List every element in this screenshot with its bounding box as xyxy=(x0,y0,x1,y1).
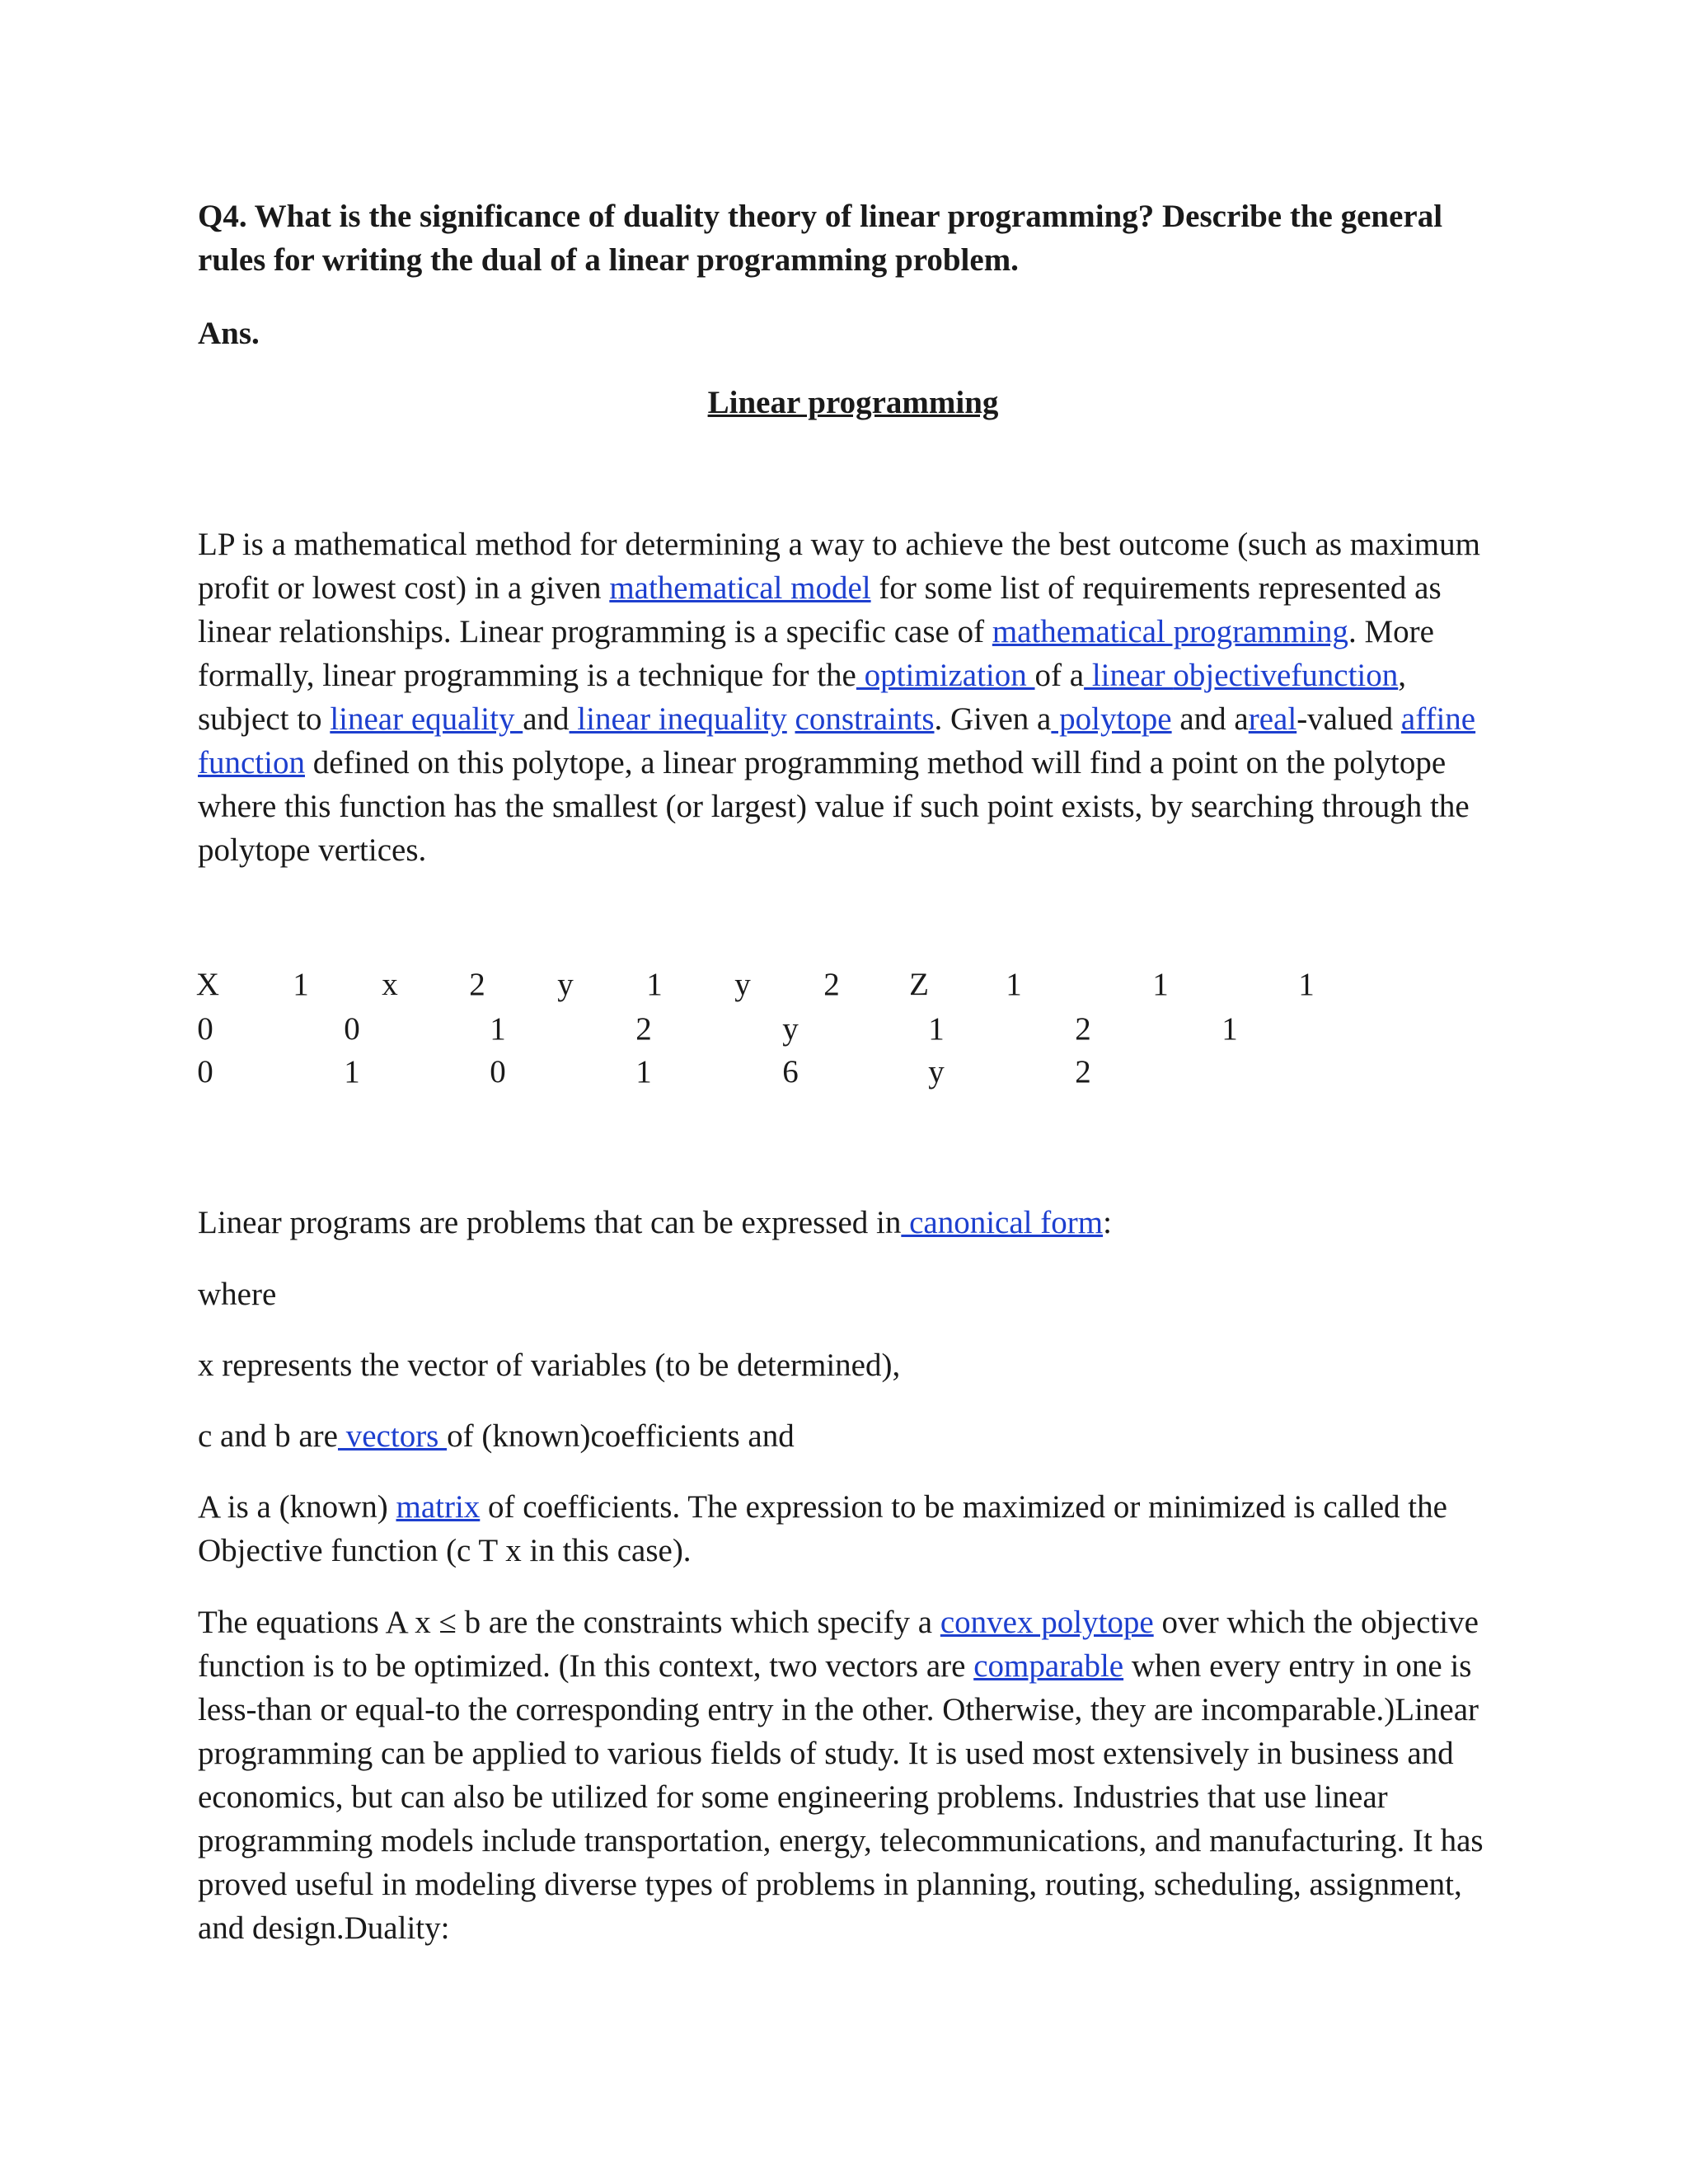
text-run: . Given a xyxy=(934,701,1052,737)
link-linear-inequality[interactable]: linear inequality xyxy=(569,701,787,737)
text-run: for some list of requirements represented as linear relationships. Linear programming is a specific case of xyxy=(198,570,1442,649)
text-run: and xyxy=(523,701,570,737)
text-run: Linear programs are problems that can be expressed in xyxy=(198,1205,902,1240)
section-heading-text: Linear programming xyxy=(707,385,999,420)
text-run: : xyxy=(1103,1205,1112,1240)
section-heading xyxy=(0,381,1688,424)
matrix-cell: Z xyxy=(909,967,929,1002)
link-constraints[interactable]: constraints xyxy=(795,701,935,737)
matrix-cell: y xyxy=(557,967,574,1002)
matrix-cell: 1 xyxy=(928,1011,945,1047)
matrix-cell: 1 xyxy=(646,967,663,1002)
link-matrix[interactable]: matrix xyxy=(396,1489,481,1525)
matrix-cell: y xyxy=(782,1011,799,1047)
matrix-cell: 2 xyxy=(469,967,485,1002)
matrix-cell: 1 xyxy=(1298,967,1315,1002)
link-mathematical-model[interactable]: mathematical model xyxy=(609,570,871,606)
matrix-cell: 2 xyxy=(1075,1054,1091,1090)
matrix-cell: 2 xyxy=(635,1011,652,1047)
constraints-paragraph xyxy=(198,1601,1484,1950)
link-optimization[interactable]: optimization xyxy=(856,658,1035,693)
link-objective-function[interactable]: objectivefunction xyxy=(1173,658,1399,693)
coefficients-paragraph xyxy=(198,1414,1484,1458)
text-run: over which the objective function is to be optimized. (In this context, two vectors are xyxy=(198,1605,1479,1684)
matrix-cell: y xyxy=(734,967,751,1002)
text-run: A is a (known) xyxy=(198,1489,396,1525)
matrix-cell: 0 xyxy=(344,1011,360,1047)
matrix-cell: 0 xyxy=(197,1054,213,1090)
text-run: LP is a mathematical method for determining a way to achieve the best outcome (such as maximum profit or lowest cost) in a given xyxy=(198,527,1480,606)
matrix-cell: 1 xyxy=(293,967,309,1002)
link-polytope[interactable]: polytope xyxy=(1051,701,1172,737)
answer-label: Ans. xyxy=(198,316,260,351)
link-mathematical-programming[interactable]: mathematical programming xyxy=(992,614,1348,649)
link-comparable[interactable]: comparable xyxy=(973,1648,1124,1684)
matrix-cell: 0 xyxy=(490,1054,506,1090)
variables-paragraph: x represents the vector of variables (to be determined), xyxy=(198,1347,901,1383)
text-run: of (known)coefficients and xyxy=(447,1418,795,1454)
text-run: of coefficients. The expression to be maximized or minimized is called the Objective function (c T x in this case). xyxy=(198,1489,1447,1568)
text-run: c and b are xyxy=(198,1418,338,1454)
link-real[interactable]: real xyxy=(1248,701,1297,737)
matrix-cell: 1 xyxy=(1006,967,1022,1002)
matrix-cell: 6 xyxy=(782,1054,799,1090)
text-run: . More formally, linear programming is a technique for the xyxy=(198,614,1434,693)
matrix-cell: 1 xyxy=(635,1054,652,1090)
text-run: The equations A x ≤ b are the constraints which specify a xyxy=(198,1605,940,1640)
matrix-cell: X xyxy=(195,967,220,1002)
link-vectors[interactable]: vectors xyxy=(337,1418,448,1454)
intro-paragraph xyxy=(198,523,1484,872)
text-run: -valued xyxy=(1296,701,1401,737)
question-text: Q4. What is the significance of duality theory of linear programming? Describe the general rules for writing the dual of a linear programming problem. xyxy=(198,199,1443,278)
matrix-cell: 2 xyxy=(823,967,840,1002)
matrix-paragraph xyxy=(198,1485,1492,1572)
canonical-form-paragraph xyxy=(198,1201,1484,1244)
matrix-cell: 1 xyxy=(344,1054,360,1090)
matrix-cell: 2 xyxy=(1075,1011,1091,1047)
text-run: when every entry in one is less-than or equal-to the corresponding entry in the other. Otherwise, they are incomparable.)Linear programming can be applied to various fields of study. It is used most extensively in business and economics, but can also be utilized for some engineering problems. Industries that use linear programming models include transportation, energy, telecommunications, and manufacturing. It has proved useful in modeling diverse types of problems in planning, routing, scheduling, assignment, and design.Duality: xyxy=(198,1648,1484,1946)
matrix-cell: 0 xyxy=(197,1011,213,1047)
matrix-cell: x xyxy=(382,967,398,1002)
where-paragraph: where xyxy=(198,1277,277,1312)
text-run: of a xyxy=(1034,658,1085,693)
link-affine-function[interactable]: affine function xyxy=(198,701,1476,780)
matrix-cell: y xyxy=(928,1054,945,1090)
link-canonical-form[interactable]: canonical form xyxy=(901,1205,1104,1240)
matrix-cell: 1 xyxy=(490,1011,506,1047)
link-linear[interactable]: linear xyxy=(1084,658,1174,693)
matrix-cell: 1 xyxy=(1221,1011,1238,1047)
matrix-cell: 1 xyxy=(1152,967,1169,1002)
link-linear-equality[interactable]: linear equality xyxy=(330,701,523,737)
text-run: defined on this polytope, a linear programming method will find a point on the polytope where this function has the smallest (or largest) value if such point exists, by searching through the polytope vertices. xyxy=(198,745,1470,868)
link-convex-polytope[interactable]: convex polytope xyxy=(940,1605,1154,1640)
text-run: , subject to xyxy=(198,658,1407,737)
text-run: and a xyxy=(1171,701,1249,737)
text-run xyxy=(787,701,795,737)
